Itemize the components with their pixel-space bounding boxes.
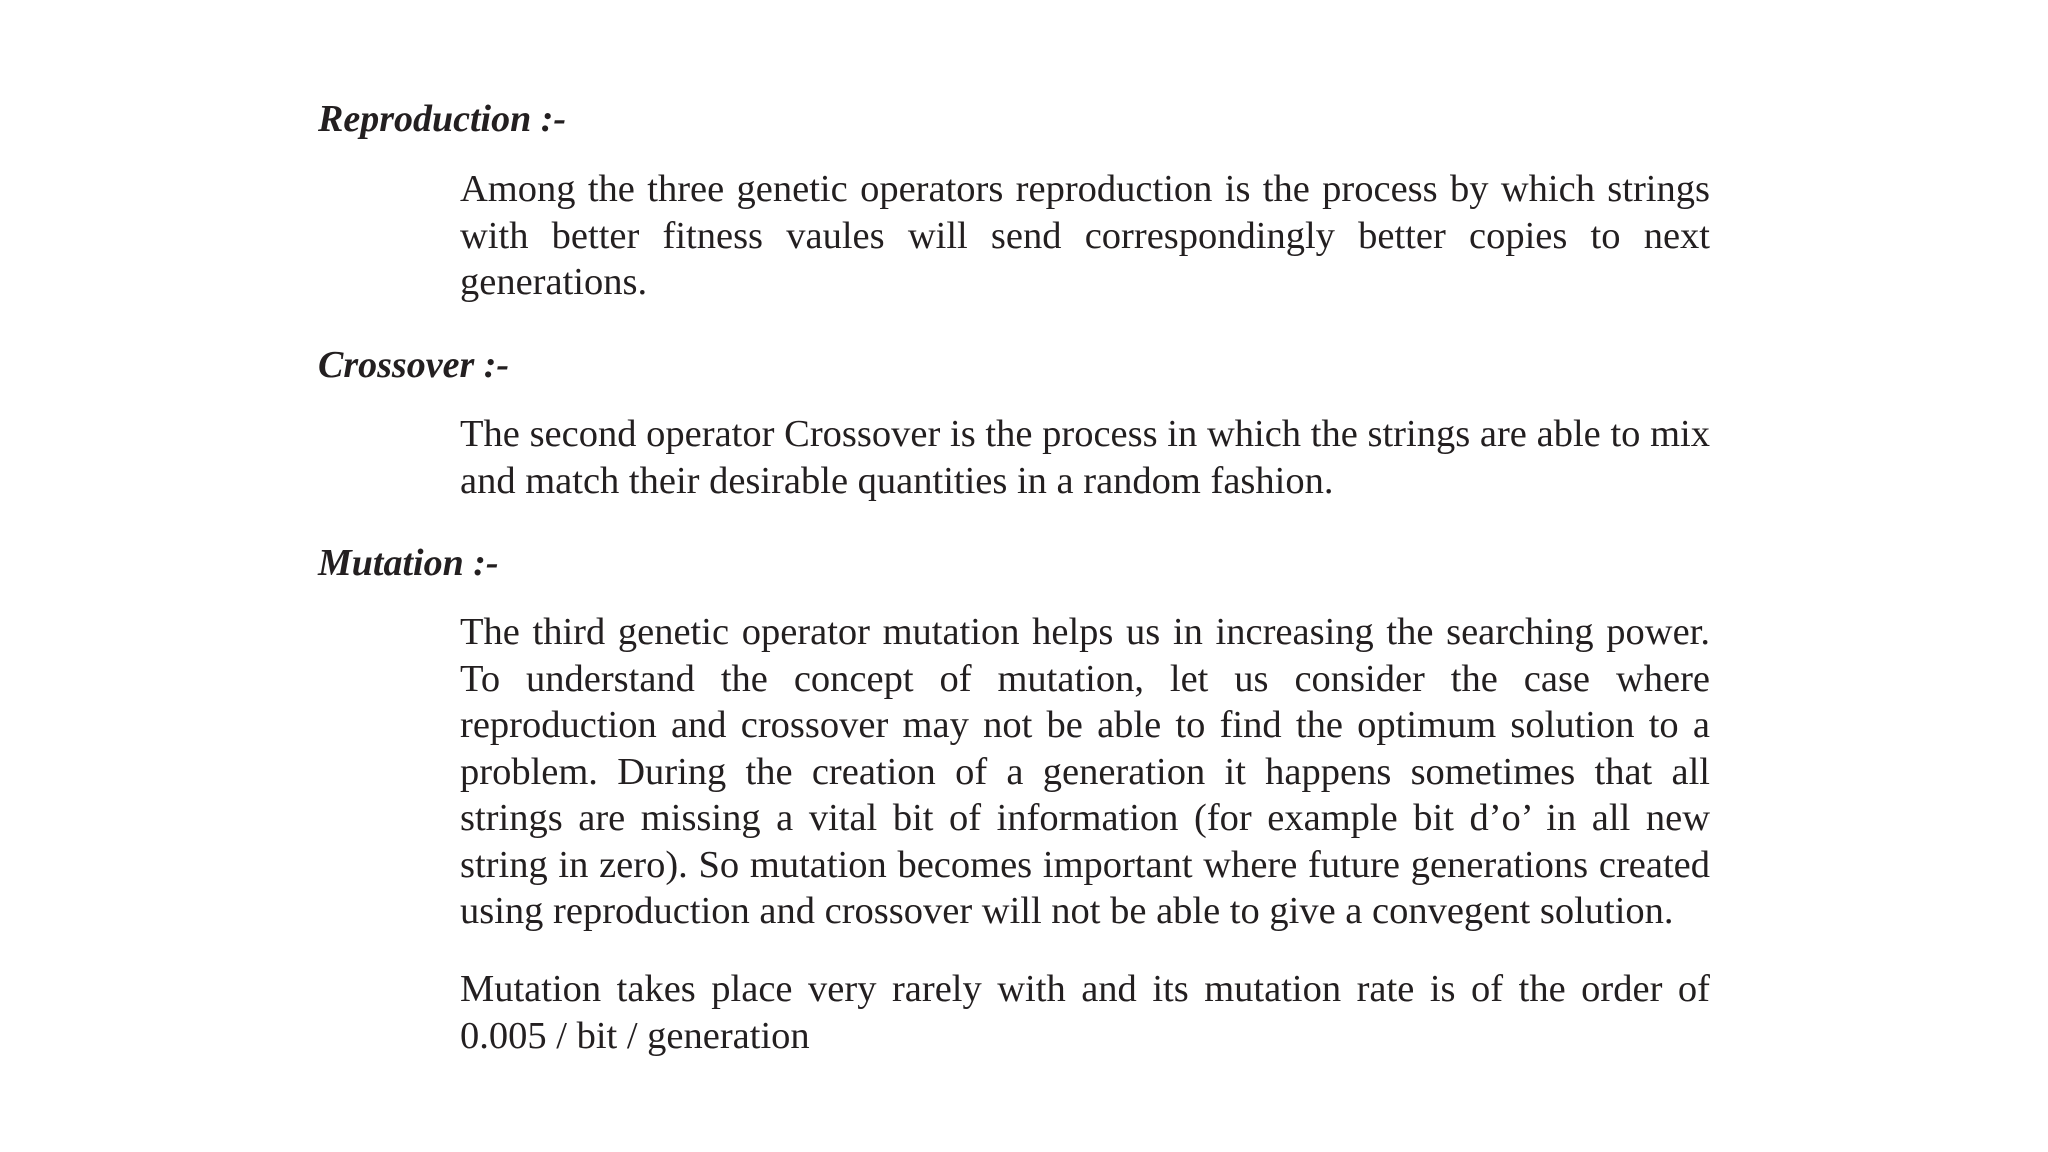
paragraph-crossover: The second operator Crossover is the process in which the strings are able to mix and match their desirable quantities in a random fashion. bbox=[460, 413, 1710, 502]
paragraph-mutation-rate: Mutation takes place very rarely with and its mutation rate is of the order of 0.005 / bit / generation bbox=[460, 968, 1710, 1057]
heading-reproduction: Reproduction :- bbox=[318, 98, 567, 140]
paragraph-reproduction: Among the three genetic operators reproduction is the process by which strings with better fitness vaules will send correspondingly better copies to next generations. bbox=[460, 168, 1710, 303]
heading-mutation: Mutation :- bbox=[318, 542, 499, 584]
heading-crossover: Crossover :- bbox=[318, 344, 510, 386]
paragraph-mutation: The third genetic operator mutation helps us in increasing the searching power. To understand the concept of mutation, let us consider the case where reproduction and crossover may not be able to find the optimum solution to a problem. During the creation of a generation it happens sometimes that all strings are missing a vital bit of information (for example bit d’o’ in all new string in zero). So mutation becomes important where future generations created using reproduction and crossover will not be able to give a convegent solution. bbox=[460, 611, 1710, 932]
